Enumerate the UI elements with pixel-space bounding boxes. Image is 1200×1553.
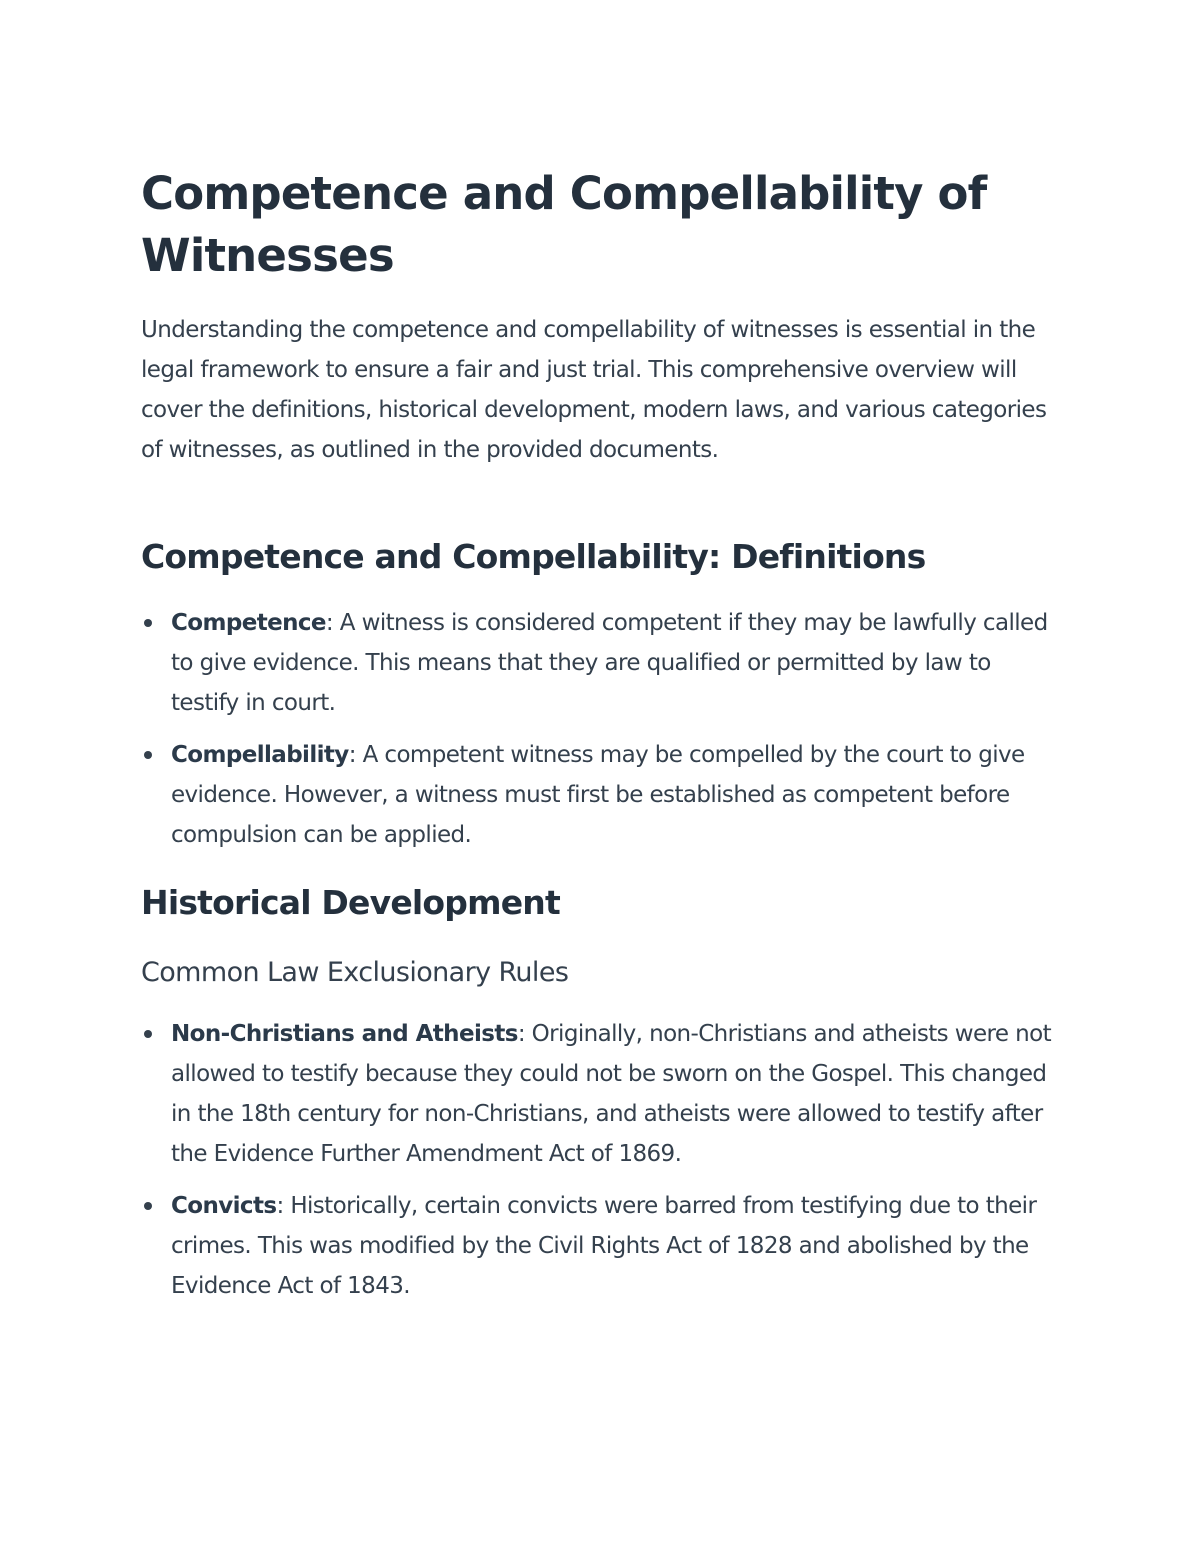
history-subheading: Common Law Exclusionary Rules	[141, 957, 569, 988]
list-item-term: Compellability	[171, 742, 349, 768]
list-item	[141, 735, 1056, 855]
history-heading: Historical Development	[141, 883, 560, 922]
bullet-icon	[144, 751, 152, 759]
history-list	[141, 1014, 1056, 1318]
list-item-term: Convicts	[171, 1193, 277, 1219]
document-title: Competence and Compellability of Witnesses	[141, 167, 987, 282]
list-item-term: Competence	[171, 610, 326, 636]
definitions-list	[141, 603, 1056, 867]
list-item	[141, 1014, 1056, 1174]
list-item-text: : A witness is considered competent if they may be lawfully called to give evidence. This means that they are qualified or permitted by law to testify in court.	[171, 610, 1048, 716]
intro-paragraph: Understanding the competence and compellability of witnesses is essential in the legal framework to ensure a fair and just trial. This comprehensive overview will cover the definitions, historical development, modern laws, and various categories of witnesses, as outlined in the provided documents.	[141, 317, 1047, 463]
list-item-text: : A competent witness may be compelled by the court to give evidence. However, a witness must first be established as competent before compulsion can be applied.	[171, 742, 1025, 848]
bullet-icon	[144, 1030, 152, 1038]
bullet-icon	[144, 1202, 152, 1210]
list-item-text: : Historically, certain convicts were barred from testifying due to their crimes. This was modified by the Civil Rights Act of 1828 and abolished by the Evidence Act of 1843.	[171, 1193, 1037, 1299]
list-item	[141, 603, 1056, 723]
list-item-text: : Originally, non-Christians and atheists were not allowed to testify because they could not be sworn on the Gospel. This changed in the 18th century for non-Christians, and atheists were allowed to testify after the Evidence Further Amendment Act of 1869.	[171, 1021, 1052, 1167]
list-item	[141, 1186, 1056, 1306]
definitions-heading: Competence and Compellability: Definitions	[141, 537, 926, 576]
list-item-term: Non-Christians and Atheists	[171, 1021, 518, 1047]
bullet-icon	[144, 619, 152, 627]
